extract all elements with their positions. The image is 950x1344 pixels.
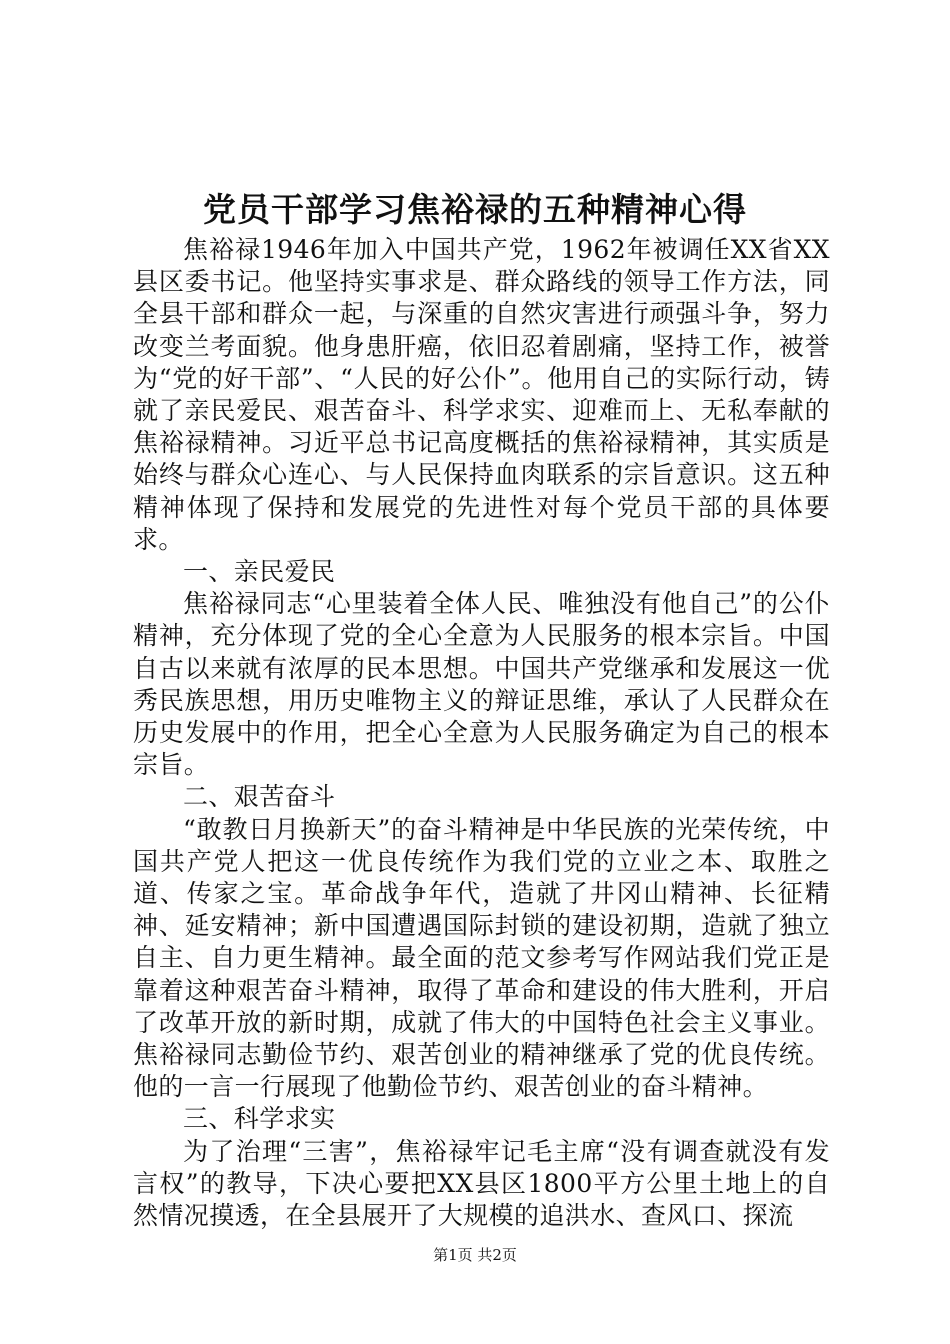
section-paragraph-2: “敢教日月换新天”的奋斗精神是中华民族的光荣传统，中国共产党人把这一优良传统作为我们党的立业之本、取胜之道、传家之宝。革命战争年代，造就了井冈山精神、长征精神、延安精神；新中国遭遇国际封锁的建设初期，造就了独立自主、自力更生精神。最全面的范文参考写作网站我们党正是靠着这种艰苦奋斗精神，取得了革命和建设的伟大胜利，开启了改革开放的新时期，成就了伟大的中国特色社会主义事业。焦裕禄同志勤俭节约、艰苦创业的精神继承了党的优良传统。他的一言一行展现了他勤俭节约、艰苦创业的奋斗精神。 — [133, 814, 830, 1102]
section-heading-3: 三、科学求实 — [183, 1104, 336, 1134]
section-heading-2: 二、艰苦奋斗 — [183, 782, 336, 812]
section-paragraph-1: 焦裕禄同志“心里装着全体人民、唯独没有他自己”的公仆精神，充分体现了党的全心全意为人民服务的根本宗旨。中国自古以来就有浓厚的民本思想。中国共产党继承和发展这一优秀民族思想，用历史唯物主义的辩证思维，承认了人民群众在历史发展中的作用，把全心全意为人民服务确定为自己的根本宗旨。 — [133, 589, 830, 780]
section-heading-1: 一、亲民爱民 — [183, 557, 336, 587]
document-title: 党员干部学习焦裕禄的五种精神心得 — [203, 190, 747, 229]
intro-paragraph: 焦裕禄1946年加入中国共产党，1962年被调任XX省XX县区委书记。他坚持实事求是、群众路线的领导工作方法，同全县干部和群众一起，与深重的自然灾害进行顽强斗争，努力改变兰考面貌。他身患肝癌，依旧忍着剧痛，坚持工作，被誉为“党的好干部”、“人民的好公仆”。他用自己的实际行动，铸就了亲民爱民、艰苦奋斗、科学求实、迎难而上、无私奉献的焦裕禄精神。习近平总书记高度概括的焦裕禄精神，其实质是始终与群众心连心、与人民保持血肉联系的宗旨意识。这五种精神体现了保持和发展党的先进性对每个党员干部的具体要求。 — [133, 235, 830, 554]
document-body — [133, 234, 830, 1232]
page-footer: 第1页 共2页 — [433, 1246, 517, 1264]
section-paragraph-3: 为了治理“三害”，焦裕禄牢记毛主席“没有调查就没有发言权”的教导，下决心要把XX县区1800平方公里土地上的自然情况摸透，在全县展开了大规模的追洪水、查风口、探流 — [133, 1136, 830, 1231]
